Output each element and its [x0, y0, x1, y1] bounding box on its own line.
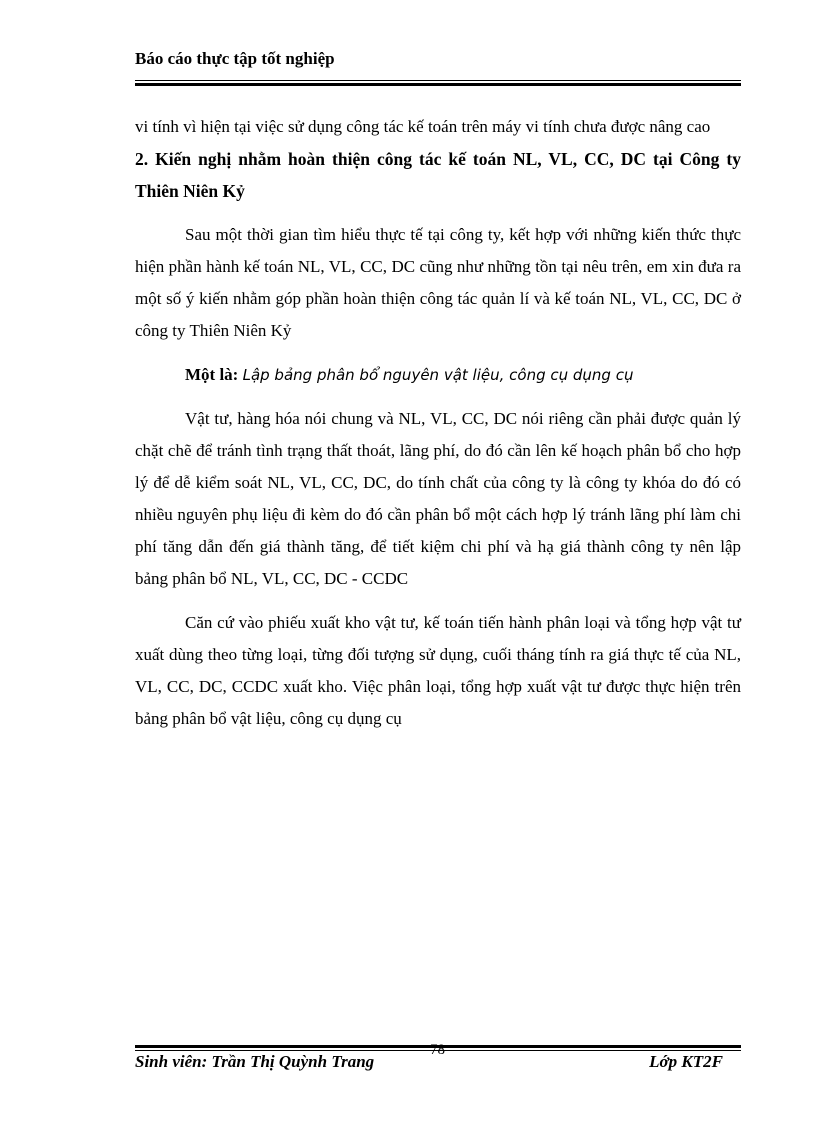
header-rule-thick	[135, 83, 741, 86]
paragraph-item-one	[135, 359, 741, 391]
item-one-text: Lập bảng phân bổ nguyên vật liệu, công cụ dụng cụ	[242, 366, 634, 384]
footer	[135, 1052, 741, 1076]
header-title: Báo cáo thực tập tốt nghiệp	[135, 49, 335, 68]
body-text	[135, 112, 741, 735]
footer-student: Sinh viên: Trần Thị Quỳnh Trang	[135, 1052, 375, 1071]
header-rule-thin	[135, 80, 741, 81]
item-one-lead: Một là:	[185, 365, 239, 384]
page-number: 78	[430, 1042, 445, 1058]
paragraph-basis: Căn cứ vào phiếu xuất kho vật tư, kế toán tiến hành phân loại và tổng hợp vật tư xuất dùng theo từng loại, từng đối tượng sử dụng, cuối tháng tính ra giá thực tế của NL, VL, CC, DC, CCDC xuất kho. Việc phân loại, tổng hợp xuất vật tư được thực hiện trên bảng phân bổ vật liệu, công cụ dụng cụ	[135, 613, 741, 728]
paragraph-continued: vi tính vì hiện tại việc sử dụng công tác kế toán trên máy vi tính chưa được nâng cao	[135, 117, 711, 136]
footer-class: Lớp KT2F	[649, 1052, 723, 1071]
paragraph-intro: Sau một thời gian tìm hiểu thực tế tại công ty, kết hợp với những kiến thức thực hiện phần hành kế toán NL, VL, CC, DC cũng như những tồn tại nêu trên, em xin đưa ra một số ý kiến nhằm góp phần hoàn thiện công tác quản lí và kế toán NL, VL, CC, DC ở công ty Thiên Niên Kỷ	[135, 225, 741, 340]
paragraph-materials: Vật tư, hàng hóa nói chung và NL, VL, CC, DC nói riêng cần phải được quản lý chặt chẽ để tránh tình trạng thất thoát, lãng phí, do đó cần lên kế hoạch phân bổ cho hợp lý để dễ kiểm soát NL, VL, CC, DC, do tính chất của công ty là công ty khóa do đó có nhiều nguyên phụ liệu đi kèm do đó cần phân bổ một cách hợp lý tránh lãng phí làm chi phí tăng dẫn đến giá thành tăng, để tiết kiệm chi phí và hạ giá thành công ty nên lập bảng phân bổ NL, VL, CC, DC - CCDC	[135, 409, 741, 588]
section-heading: 2. Kiến nghị nhằm hoàn thiện công tác kế toán NL, VL, CC, DC tại Công ty Thiên Niên Kỷ	[135, 149, 741, 201]
